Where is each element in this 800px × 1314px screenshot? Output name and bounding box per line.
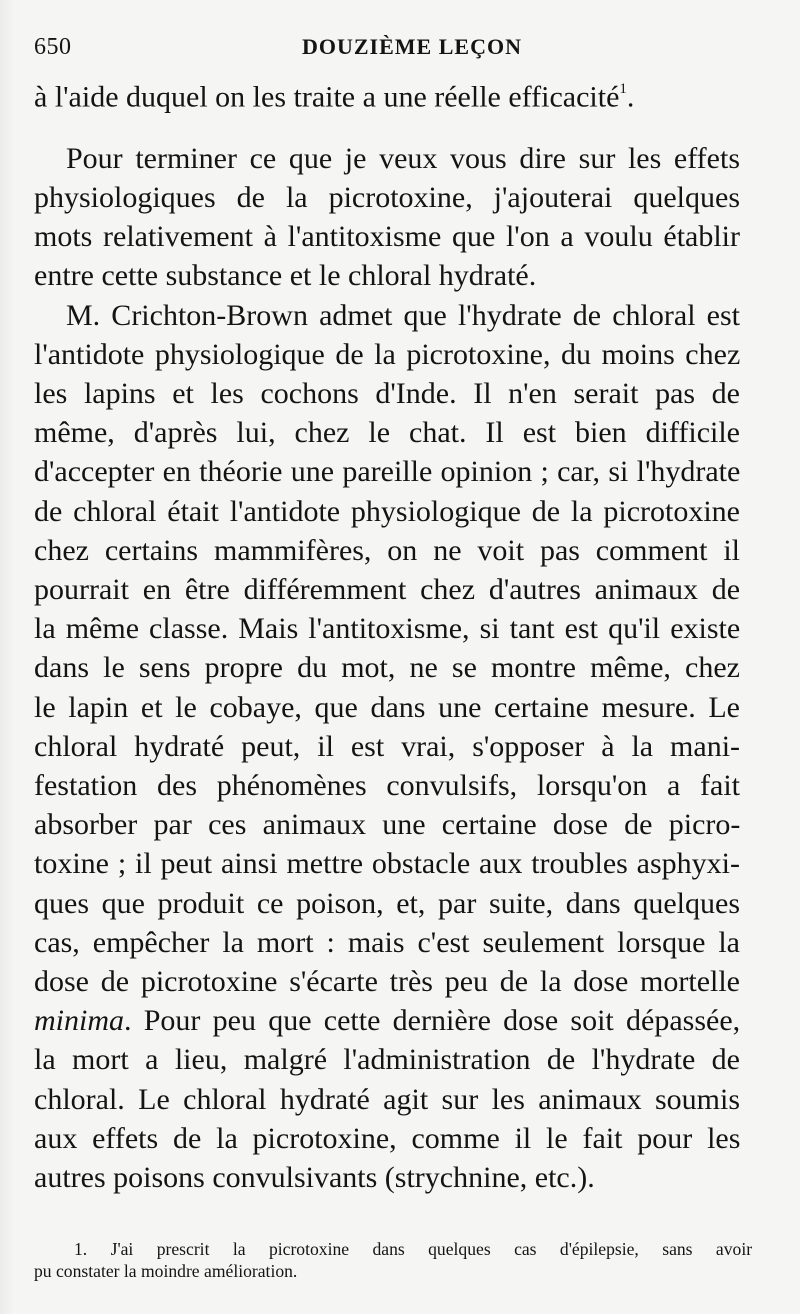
text-line: aux effets de la picrotoxine, comme il le fait pour les bbox=[34, 1121, 741, 1155]
text-line: à l'aide duquel on les traite a une réelle efficacité$^1$. bbox=[34, 80, 635, 114]
footnote-line: 1. J'ai prescrit la picrotoxine dans quelques cas d'épilepsie, sans avoir bbox=[74, 1239, 753, 1259]
text-line: physiologiques de la picrotoxine, j'ajouterai quelques bbox=[34, 180, 740, 214]
text-line: les lapins et les cochons d'Inde. Il n'en serait pas de bbox=[34, 376, 740, 410]
text-line: chloral hydraté peut, il est vrai, s'opposer à la mani- bbox=[34, 729, 741, 763]
footnote-marker: 1 bbox=[619, 81, 627, 97]
text-line: minima. Pour peu que cette dernière dose soit dépassée, bbox=[34, 1004, 741, 1038]
text-line: M. Crichton-Brown admet que l'hydrate de chloral est bbox=[66, 298, 740, 332]
text-line: dose de picrotoxine s'écarte très peu de la dose mortelle bbox=[34, 964, 740, 998]
text-line: la même classe. Mais l'antitoxisme, si tant est qu'il existe bbox=[34, 612, 741, 646]
running-head: DOUZIÈME LEÇON bbox=[302, 34, 522, 59]
text-line: le lapin et le cobaye, que dans une certaine mesure. Le bbox=[34, 690, 740, 724]
text-line: toxine ; il peut ainsi mettre obstacle aux troubles asphyxi- bbox=[34, 847, 740, 881]
text-line: dans le sens propre du mot, ne se montre même, chez bbox=[34, 651, 740, 685]
text-line: entre cette substance et le chloral hydraté. bbox=[34, 259, 537, 293]
text-line: festation des phénomènes convulsifs, lorsqu'on a fait bbox=[34, 768, 740, 802]
page-header bbox=[34, 34, 760, 64]
footnote-line: pu constater la moindre amélioration. bbox=[34, 1261, 298, 1281]
text-line: ques que produit ce poison, et, par suite, dans quelques bbox=[34, 886, 740, 920]
text-line: de chloral était l'antidote physiologique de la picrotoxine bbox=[34, 494, 740, 528]
paragraph-gap bbox=[34, 117, 740, 139]
text-line: cas, empêcher la mort : mais c'est seulement lorsque la bbox=[34, 925, 740, 959]
footnote bbox=[34, 1238, 752, 1282]
page-number: 650 bbox=[34, 34, 72, 60]
text-line: absorber par ces animaux une certaine dose de picro- bbox=[34, 808, 741, 842]
text-line: même, d'après lui, chez le chat. Il est bien difficile bbox=[34, 416, 740, 450]
text-line: pourrait en être différemment chez d'autres animaux de bbox=[34, 572, 741, 606]
body-text bbox=[34, 70, 740, 1197]
italic-word: minima bbox=[34, 1004, 124, 1038]
text-line: l'antidote physiologique de la picrotoxine, du moins chez bbox=[34, 337, 741, 371]
text-line: Pour terminer ce que je veux vous dire sur les effets bbox=[66, 141, 740, 175]
text-line: la mort a lieu, malgré l'administration de l'hydrate de bbox=[34, 1043, 740, 1077]
text-line: chloral. Le chloral hydraté agit sur les animaux soumis bbox=[34, 1082, 740, 1116]
text-line: d'accepter en théorie une pareille opinion ; car, si l'hydrate bbox=[34, 455, 741, 489]
text-line: autres poisons convulsivants (strychnine, etc.). bbox=[34, 1160, 595, 1194]
text-line: chez certains mammifères, on ne voit pas comment il bbox=[34, 533, 740, 567]
text-line: mots relativement à l'antitoxisme que l'on a voulu établir bbox=[34, 220, 740, 254]
